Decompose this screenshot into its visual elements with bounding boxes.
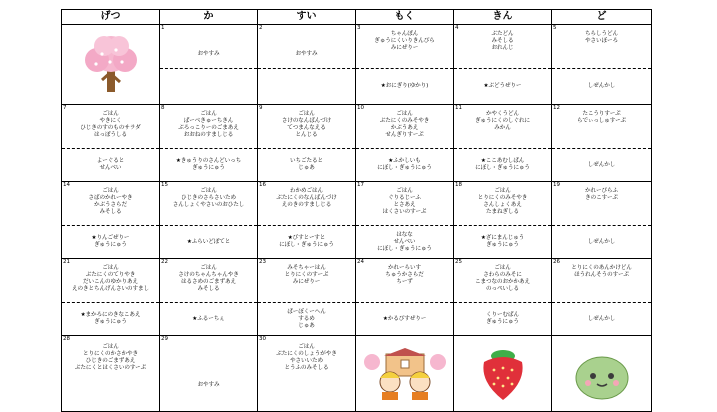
snack-line: せんべい xyxy=(99,165,122,171)
snack-menu xyxy=(552,68,651,104)
calendar-day-cell xyxy=(62,25,160,105)
calendar-day-cell xyxy=(62,336,160,412)
snack-line: じゅあ xyxy=(298,322,315,329)
menu-line: ごはん xyxy=(102,188,119,194)
snack-menu xyxy=(62,225,159,258)
snack-line: にぼし・ぎゅうにゅう xyxy=(475,165,530,171)
calendar-day-cell xyxy=(160,25,258,105)
menu-line: かぶうさらだ xyxy=(94,202,127,208)
menu-line: みにぜりー xyxy=(292,279,321,285)
calendar-day-cell xyxy=(454,259,552,336)
menu-line: とさあえ xyxy=(393,202,416,208)
menu-line: こまつなのおかかあえ xyxy=(475,279,530,285)
snack-line: にぼし・ぎゅうにゅう xyxy=(377,165,432,171)
menu-line: ごはん xyxy=(102,265,119,271)
snack-line: ★ふらいどぽてと xyxy=(186,238,231,245)
day-number: 14 xyxy=(63,182,70,188)
lunch-menu xyxy=(160,336,257,389)
menu-line: とんじる xyxy=(295,132,318,138)
calendar-day-cell xyxy=(356,25,454,105)
calendar-day-cell xyxy=(62,259,160,336)
menu-line: やきにく xyxy=(99,118,122,124)
lunch-menu xyxy=(62,105,159,148)
menu-line: さんしょくやさいのおひたし xyxy=(172,202,245,208)
menu-line: ぶたにくのしょうがやき xyxy=(276,351,337,357)
snack-menu xyxy=(258,225,355,258)
menu-line: さんしょくあえ xyxy=(483,202,522,208)
menu-line: ひじきのごまずあえ xyxy=(85,358,136,364)
day-number: 3 xyxy=(357,25,361,31)
menu-line: みそしる xyxy=(197,286,220,292)
menu-line: ちゃんぽん xyxy=(390,31,419,37)
calendar-day-cell xyxy=(552,336,652,412)
menu-line: きのこすーぷ xyxy=(585,195,618,201)
snack-line: はなな xyxy=(396,231,413,238)
snack-menu xyxy=(258,302,355,335)
menu-line: せんぎりすーぷ xyxy=(385,132,424,138)
lunch-menu xyxy=(552,259,651,302)
calendar-day-cell xyxy=(552,259,652,336)
snack-line: ★りんごぜりー xyxy=(91,235,130,241)
menu-line: みにぜりー xyxy=(390,45,419,51)
menu-line: ぶろっこりーのごまあえ xyxy=(178,125,239,131)
snack-line: ★まかろにのきなこあえ xyxy=(80,312,141,318)
weekday-header-row xyxy=(62,10,652,25)
day-number: 7 xyxy=(63,105,67,111)
calendar-day-cell xyxy=(356,105,454,182)
menu-line: ちらしうどん xyxy=(585,31,618,37)
snack-line: しぜんかし xyxy=(587,315,616,322)
calendar-week-row xyxy=(62,259,652,336)
menu-line: てつまんなえる xyxy=(287,125,326,131)
menu-line: ごはん xyxy=(396,111,413,117)
menu-line: ごはん xyxy=(494,265,511,271)
snack-line: ★ふるーちぇ xyxy=(192,315,225,322)
calendar-day-cell xyxy=(454,105,552,182)
snack-line: ぎゅうにゅう xyxy=(94,319,127,325)
menu-line: ぎゅうにくのしぐれに xyxy=(475,118,530,124)
snack-menu xyxy=(454,302,551,335)
calendar-day-cell xyxy=(258,336,356,412)
day-number: 5 xyxy=(553,25,557,31)
calendar-day-cell xyxy=(552,105,652,182)
menu-line: のっぺいしる xyxy=(486,286,519,292)
menu-line: ぎゅうにくいりきんぴら xyxy=(374,38,435,44)
snack-menu xyxy=(454,68,551,104)
holiday-label: おやすみ xyxy=(295,51,318,57)
lunch-menu xyxy=(62,336,159,372)
weekday-thu: もく xyxy=(356,10,454,25)
menu-line: さわらのみそに xyxy=(483,272,522,278)
calendar-day-cell xyxy=(454,182,552,259)
snack-line: じゅあ xyxy=(298,165,315,171)
calendar-body xyxy=(62,25,652,412)
menu-line: ぶたどん xyxy=(491,31,514,37)
snack-line: にぼし・ぎゅうにゅう xyxy=(377,245,432,252)
menu-line: みそちゃーはん xyxy=(287,265,326,271)
lunch-menu xyxy=(552,105,651,148)
calendar-day-cell xyxy=(160,259,258,336)
snack-line: ぎゅうにゅう xyxy=(486,242,519,248)
snack-menu xyxy=(62,148,159,181)
menu-line: おれんじ xyxy=(491,45,514,51)
calendar-day-cell xyxy=(258,105,356,182)
menu-line: はくさいのすーぷ xyxy=(382,209,427,215)
weekday-sat: ど xyxy=(552,10,652,25)
calendar-day-cell xyxy=(356,259,454,336)
lunch-menu xyxy=(62,259,159,302)
snack-line: ★ぶどうぜりー xyxy=(483,83,522,89)
snack-menu xyxy=(62,302,159,335)
lunch-menu xyxy=(454,25,551,68)
weekday-fri: きん xyxy=(454,10,552,25)
snack-menu xyxy=(258,68,355,104)
day-number: 12 xyxy=(553,105,560,111)
day-number: 30 xyxy=(259,336,266,342)
menu-line: とりにくのあんかけどん xyxy=(571,265,632,271)
green-mochi-illustration xyxy=(552,336,651,411)
snack-line: よーぐると xyxy=(96,158,125,164)
menu-line: だいこんのゆかりあえ xyxy=(83,279,138,285)
menu-line: たまねぎしる xyxy=(486,209,519,215)
menu-line: ごはん xyxy=(396,188,413,194)
calendar-table xyxy=(61,9,652,412)
holiday-label: おやすみ xyxy=(197,382,220,388)
day-number: 26 xyxy=(553,259,560,265)
snack-line: ★ふかしいも xyxy=(388,158,421,164)
calendar-day-cell xyxy=(454,336,552,412)
snack-line: しぜんかし xyxy=(587,83,616,89)
snack-line: ぎゅうにゅう xyxy=(94,242,127,248)
menu-line: らでぃっしゅすーぷ xyxy=(577,118,626,124)
lunch-menu xyxy=(356,105,453,148)
day-number: 10 xyxy=(357,105,364,111)
snack-menu xyxy=(160,302,257,335)
school-kids-illustration xyxy=(356,336,453,411)
snack-line: ★ざにまんじゅう xyxy=(480,235,525,241)
day-number: 25 xyxy=(455,259,462,265)
menu-line: ごはん xyxy=(102,344,119,350)
menu-line: ごはん xyxy=(298,344,315,350)
snack-menu xyxy=(356,68,453,104)
menu-line: さけのなんばんづけ xyxy=(281,118,332,124)
snack-line: ぎゅうにゅう xyxy=(192,165,225,171)
menu-line: かやくうどん xyxy=(486,111,519,117)
lunch-menu-calendar xyxy=(61,9,651,412)
snack-menu xyxy=(552,148,651,181)
menu-line: みかん xyxy=(494,125,511,131)
snack-menu xyxy=(356,225,453,258)
lunch-menu xyxy=(258,25,355,68)
lunch-menu xyxy=(356,182,453,225)
menu-line: ぶたにくのてりやき xyxy=(85,272,136,278)
menu-line: ごはん xyxy=(298,111,315,117)
weekday-wed: すい xyxy=(258,10,356,25)
menu-line: はっぽうしる xyxy=(94,132,127,138)
lunch-menu xyxy=(160,259,257,302)
lunch-menu xyxy=(258,105,355,148)
snack-line: ★かるぴすぜりー xyxy=(382,315,427,322)
menu-line: とうふのみそしる xyxy=(284,365,329,371)
menu-line: えのきのすましじる xyxy=(281,202,332,208)
snack-menu xyxy=(552,225,651,258)
lunch-menu xyxy=(552,25,651,68)
weekday-tue: か xyxy=(160,10,258,25)
menu-line: かれーぴらふ xyxy=(585,188,618,194)
menu-line: おおねのすましじる xyxy=(183,132,234,138)
lunch-menu xyxy=(258,336,355,372)
menu-line: さばのかれーやき xyxy=(88,195,133,201)
day-number: 28 xyxy=(63,336,70,342)
snack-line: ★びすとーすと xyxy=(287,235,326,241)
day-number: 4 xyxy=(455,25,459,31)
menu-line: はるさめのごまずあえ xyxy=(181,279,236,285)
snack-line: しぜんかし xyxy=(587,161,616,168)
day-number: 18 xyxy=(455,182,462,188)
snack-line: ぱーぼくーへん xyxy=(287,308,326,315)
menu-line: かぶうあえ xyxy=(390,125,419,131)
menu-line: たこうりすーぷ xyxy=(582,111,621,117)
menu-line: ごはん xyxy=(494,188,511,194)
snack-line: にぼし・ぎゅうにゅう xyxy=(279,242,334,248)
menu-line: ごはん xyxy=(102,111,119,117)
snack-line: ★ここあむしぱん xyxy=(480,158,525,164)
menu-line: ぶたにくとはくさいのすーぷ xyxy=(74,365,147,371)
calendar-day-cell xyxy=(160,182,258,259)
lunch-menu xyxy=(62,182,159,225)
menu-line: とりにくのすーぷ xyxy=(284,272,329,278)
lunch-menu xyxy=(454,182,551,225)
day-number: 19 xyxy=(553,182,560,188)
day-number: 1 xyxy=(161,25,165,31)
calendar-day-cell xyxy=(62,182,160,259)
menu-line: ちゅうかさらだ xyxy=(385,272,424,278)
menu-line: ごはん xyxy=(200,111,217,117)
menu-line: ぱーべきゅーちきん xyxy=(183,118,234,124)
snack-menu xyxy=(552,302,651,335)
calendar-day-cell xyxy=(552,25,652,105)
snack-menu xyxy=(160,225,257,258)
menu-line: かれーらいす xyxy=(388,265,421,271)
calendar-day-cell xyxy=(258,25,356,105)
holiday-label: おやすみ xyxy=(197,51,220,57)
day-number: 8 xyxy=(161,105,165,111)
day-number: 16 xyxy=(259,182,266,188)
menu-line: やさいいため xyxy=(290,358,323,364)
calendar-day-cell xyxy=(62,105,160,182)
lunch-menu xyxy=(454,259,551,302)
snack-menu xyxy=(454,225,551,258)
lunch-menu xyxy=(258,259,355,302)
snack-menu xyxy=(160,148,257,181)
calendar-day-cell xyxy=(552,182,652,259)
snack-line: するめ xyxy=(298,315,315,322)
calendar-week-row xyxy=(62,25,652,105)
snack-menu xyxy=(356,148,453,181)
snack-menu xyxy=(356,302,453,335)
strawberry-illustration xyxy=(454,336,551,411)
lunch-menu xyxy=(160,105,257,148)
calendar-day-cell xyxy=(258,182,356,259)
menu-line: みそしる xyxy=(99,209,122,215)
menu-line: さけのちゃんちゃんやき xyxy=(178,272,239,278)
menu-line: ひじきのさらさいため xyxy=(181,195,236,201)
snack-line: ★おにぎり(ゆかり) xyxy=(380,83,429,89)
lunch-menu xyxy=(258,182,355,225)
menu-line: ごはん xyxy=(200,188,217,194)
calendar-week-row xyxy=(62,105,652,182)
lunch-menu xyxy=(356,25,453,68)
menu-line: ほうれんそうのすーぷ xyxy=(574,272,629,278)
menu-line: とりにくのみそやき xyxy=(477,195,528,201)
menu-line: ぐりるじーふ xyxy=(388,195,421,201)
day-number: 21 xyxy=(63,259,70,265)
calendar-week-row xyxy=(62,182,652,259)
snack-line: しぜんかし xyxy=(587,238,616,245)
day-number: 24 xyxy=(357,259,364,265)
calendar-week-row xyxy=(62,336,652,412)
calendar-day-cell xyxy=(160,105,258,182)
day-number: 23 xyxy=(259,259,266,265)
menu-line: やさいぼーろ xyxy=(585,38,618,44)
lunch-menu xyxy=(552,182,651,225)
day-number: 11 xyxy=(455,105,462,111)
calendar-day-cell xyxy=(258,259,356,336)
snack-menu xyxy=(258,148,355,181)
weekday-mon: げつ xyxy=(62,10,160,25)
menu-line: わかめごはん xyxy=(290,188,323,194)
snack-line: くりーむぱん xyxy=(486,312,519,318)
menu-line: ごはん xyxy=(200,265,217,271)
snack-line: ★きゅうりのさんどいっち xyxy=(175,158,242,164)
menu-line: ぶたにくのなんばんづけ xyxy=(276,195,337,201)
lunch-menu xyxy=(160,25,257,68)
lunch-menu xyxy=(454,105,551,148)
calendar-day-cell xyxy=(356,336,454,412)
menu-line: ぶたにくのみそやき xyxy=(379,118,430,124)
day-number: 22 xyxy=(161,259,168,265)
snack-line: ぎゅうにゅう xyxy=(486,319,519,325)
menu-line: ひじきのすのものサラダ xyxy=(80,125,141,131)
day-number: 9 xyxy=(259,105,263,111)
snack-line: いちごたると xyxy=(290,158,323,164)
menu-line: みそしる xyxy=(491,38,514,44)
lunch-menu xyxy=(356,259,453,302)
lunch-menu xyxy=(160,182,257,225)
menu-line: ちーず xyxy=(396,279,413,285)
sakura-tree-illustration xyxy=(62,25,159,100)
day-number: 2 xyxy=(259,25,263,31)
day-number: 17 xyxy=(357,182,364,188)
day-number: 29 xyxy=(161,336,168,342)
menu-line: とりにくのかさかやき xyxy=(83,351,138,357)
snack-menu xyxy=(160,68,257,104)
menu-line: えのきとちんげんさいのすまし xyxy=(72,286,149,292)
snack-menu xyxy=(454,148,551,181)
calendar-day-cell xyxy=(454,25,552,105)
day-number: 15 xyxy=(161,182,168,188)
snack-line: せんべい xyxy=(393,238,416,245)
calendar-day-cell xyxy=(160,336,258,412)
calendar-day-cell xyxy=(356,182,454,259)
